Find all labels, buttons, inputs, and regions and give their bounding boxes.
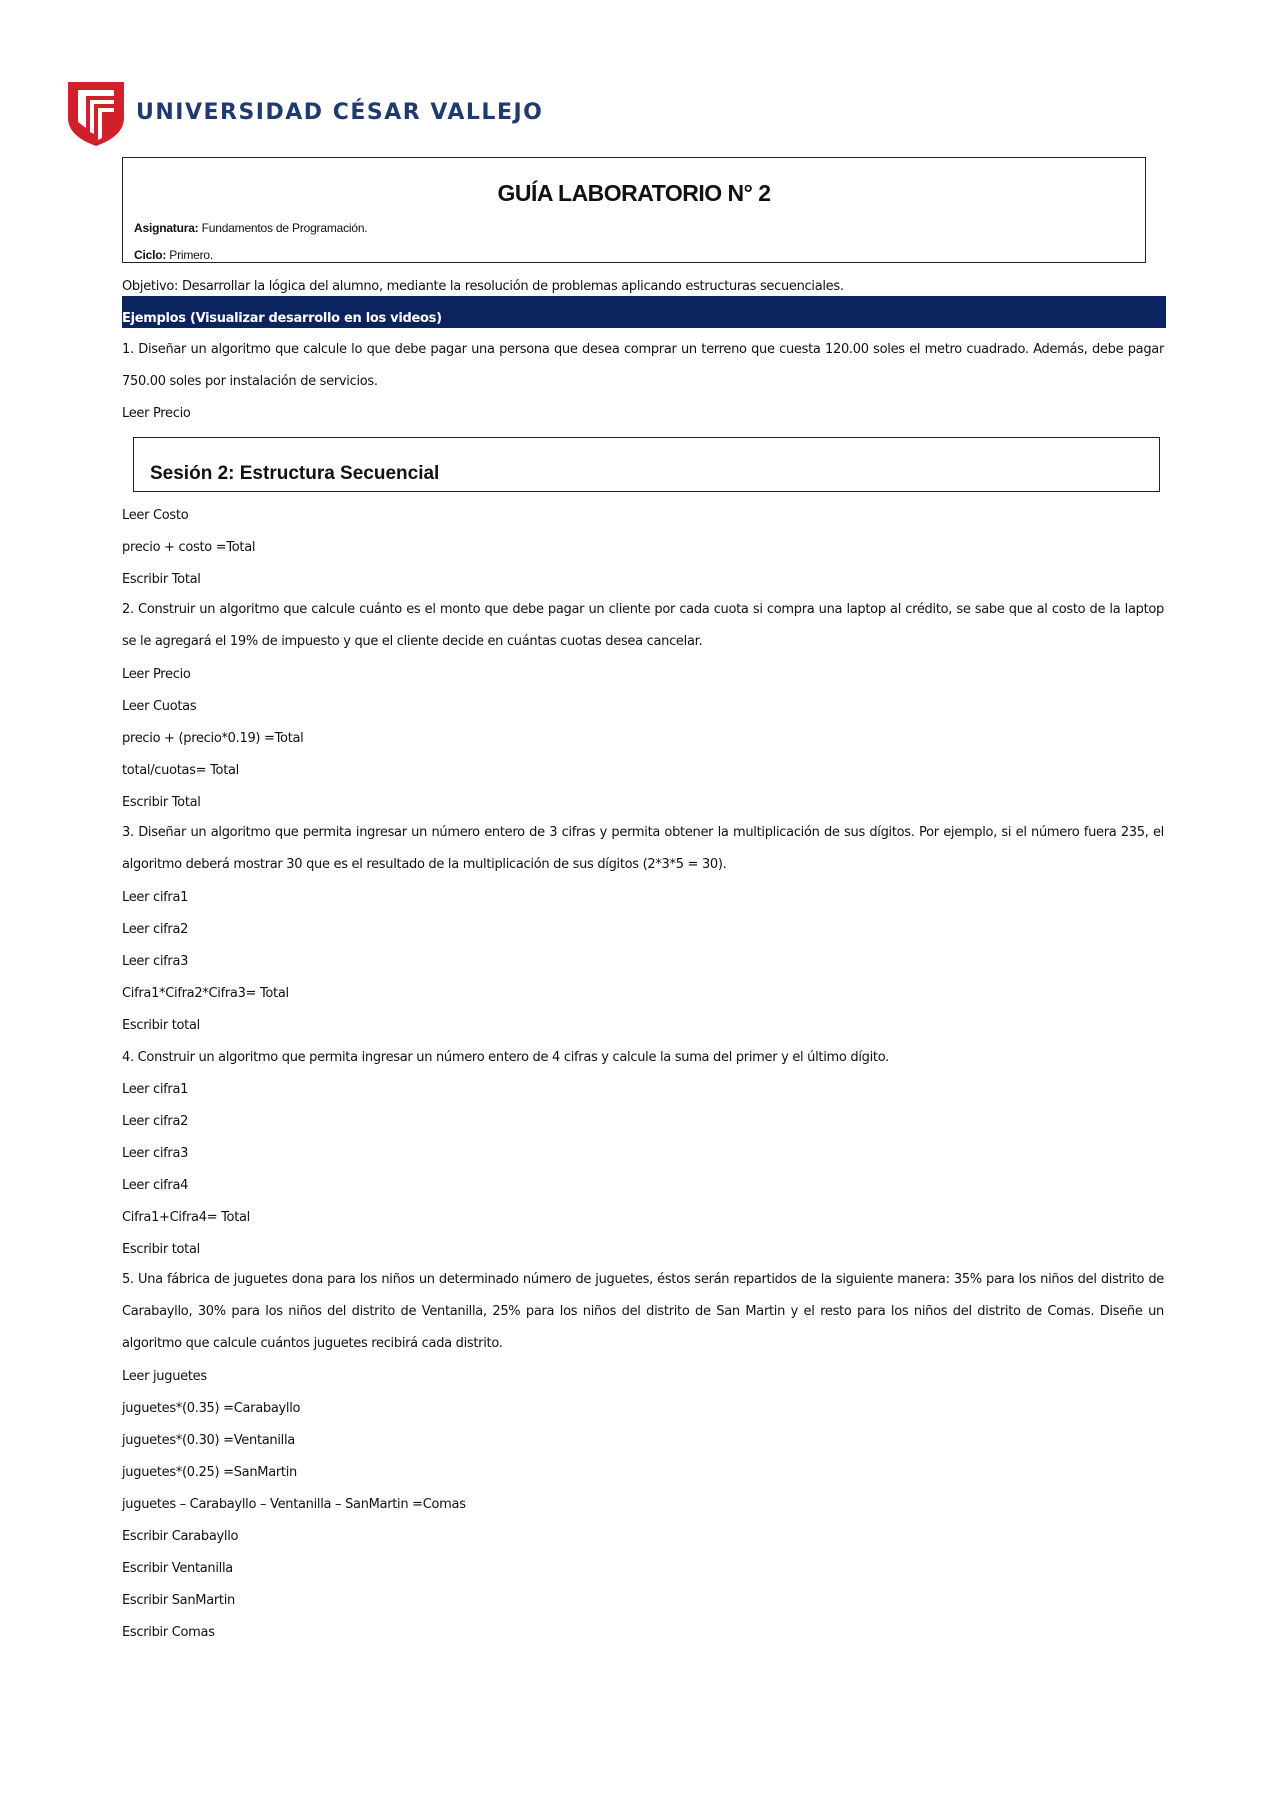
university-name: UNIVERSIDAD CÉSAR VALLEJO	[136, 100, 544, 125]
code-line: Leer Precio	[122, 667, 191, 682]
code-line: juguetes*(0.30) =Ventanilla	[122, 1433, 295, 1448]
code-line: Leer Cuotas	[122, 699, 197, 714]
subject-value: Fundamentos de Programación.	[198, 221, 368, 235]
code-line: Escribir SanMartin	[122, 1593, 235, 1608]
problem-1: 1. Diseñar un algoritmo que calcule lo que debe pagar una persona que desea comprar un terreno que cuesta 120.00 soles el metro cuadrado. Además, debe pagar 750.00 soles por instalación de servicios.	[122, 342, 1164, 389]
code-line: Leer cifra3	[122, 954, 189, 969]
code-line: Leer cifra1	[122, 890, 189, 905]
code-line: Leer cifra1	[122, 1082, 189, 1097]
code-line: Cifra1+Cifra4= Total	[122, 1210, 250, 1225]
code-line: Escribir Total	[122, 795, 201, 810]
code-line: Escribir Ventanilla	[122, 1561, 233, 1576]
code-line: Escribir Comas	[122, 1625, 215, 1640]
objective-text: Objetivo: Desarrollar la lógica del alumno, mediante la resolución de problemas aplicando estructuras secuenciales.	[122, 279, 844, 294]
code-line: Escribir total	[122, 1242, 200, 1257]
code-line: juguetes*(0.35) =Carabayllo	[122, 1401, 301, 1416]
session-box	[133, 437, 1160, 492]
session-title: Sesión 2: Estructura Secuencial	[150, 463, 440, 484]
code-line: Leer juguetes	[122, 1369, 207, 1384]
code-line: juguetes*(0.25) =SanMartin	[122, 1465, 297, 1480]
subject-line	[134, 221, 367, 235]
university-shield-icon	[68, 80, 124, 146]
code-line: juguetes – Carabayllo – Ventanilla – SanMartin =Comas	[122, 1497, 466, 1512]
code-line: precio + costo =Total	[122, 540, 256, 555]
cycle-value: Primero.	[166, 248, 214, 262]
examples-band: Ejemplos (Visualizar desarrollo en los videos)	[122, 296, 1166, 328]
code-line: Escribir Carabayllo	[122, 1529, 239, 1544]
code-line: Escribir total	[122, 1018, 200, 1033]
cycle-label: Ciclo:	[134, 248, 167, 262]
cycle-line	[134, 248, 213, 262]
code-line: Leer cifra2	[122, 1114, 189, 1129]
subject-label: Asignatura:	[134, 221, 199, 235]
code-line: total/cuotas= Total	[122, 763, 239, 778]
code-line: Leer Precio	[122, 406, 191, 421]
problem-4: 4. Construir un algoritmo que permita ingresar un número entero de 4 cifras y calcule la suma del primer y el último dígito.	[122, 1050, 889, 1065]
code-line: Cifra1*Cifra2*Cifra3= Total	[122, 986, 289, 1001]
code-line: Leer cifra2	[122, 922, 189, 937]
page-title: GUÍA LABORATORIO N° 2	[497, 180, 771, 206]
problem-5: 5. Una fábrica de juguetes dona para los niños un determinado número de juguetes, éstos serán repartidos de la siguiente manera: 35% para los niños del distrito de Carabayllo, 30% para los niños del distrito de Ventanilla, 25% para los niños del distrito de San Martin y el resto para los niños del distrito de Comas. Diseñe un algoritmo que calcule cuántos juguetes recibirá cada distrito.	[122, 1272, 1164, 1351]
code-line: Leer Costo	[122, 508, 189, 523]
code-line: Leer cifra3	[122, 1146, 189, 1161]
code-line: precio + (precio*0.19) =Total	[122, 731, 304, 746]
code-line: Escribir Total	[122, 572, 201, 587]
university-logo	[68, 80, 544, 146]
problem-3: 3. Diseñar un algoritmo que permita ingresar un número entero de 3 cifras y permita obtener la multiplicación de sus dígitos. Por ejemplo, si el número fuera 235, el algoritmo deberá mostrar 30 que es el resultado de la multiplicación de sus dígitos (2*3*5 = 30).	[122, 825, 1164, 872]
lab-guide-header	[122, 157, 1146, 263]
code-line: Leer cifra4	[122, 1178, 189, 1193]
problem-2: 2. Construir un algoritmo que calcule cuánto es el monto que debe pagar un cliente por cada cuota si compra una laptop al crédito, se sabe que al costo de la laptop se le agregará el 19% de impuesto y que el cliente decide en cuántas cuotas desea cancelar.	[122, 602, 1164, 649]
